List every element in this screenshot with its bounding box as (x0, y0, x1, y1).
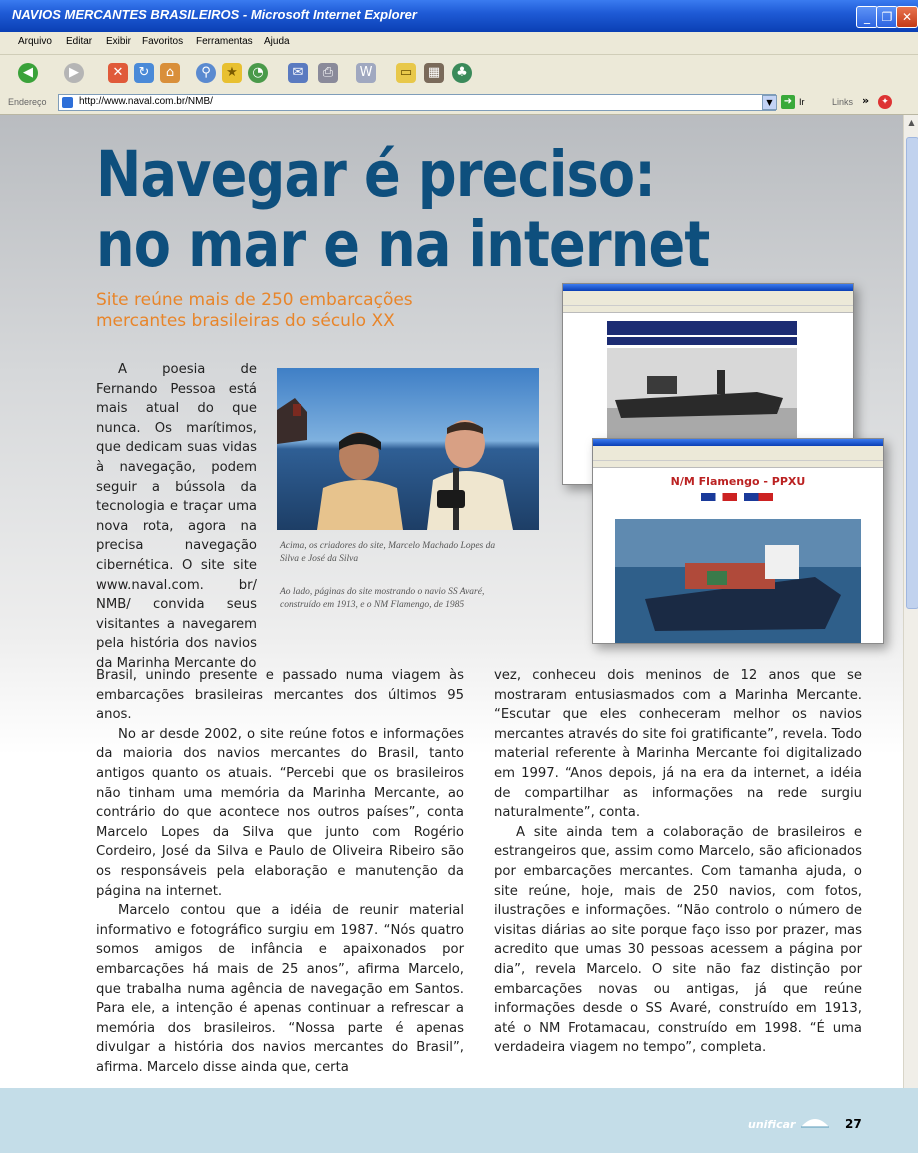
screenshot-banner (607, 321, 797, 335)
paragraph-3-continued: vez, conheceu dois meninos de 12 anos que se mostraram entusiasmados com a Marinha Mercante. “Escutar que eles conheceram melhor os navios mercantes através do site foi gratificante”, revela. Todo material referente à Marinha Mercante foi digitalizado em 1997. “Anos depois, já na era da internet, a idéia de compartilhar as informações na rede surgiu naturalmente”, conta. (494, 668, 862, 821)
address-dropdown-icon[interactable]: ▼ (762, 95, 777, 110)
address-bar (0, 91, 918, 115)
creators-photo (277, 368, 539, 530)
go-button[interactable]: Ir (799, 97, 805, 107)
page-number: 27 (845, 1117, 862, 1131)
vertical-scrollbar[interactable] (903, 115, 918, 1088)
unificar-logo-icon (800, 1114, 830, 1128)
menu-ferramentas[interactable]: Ferramentas (196, 36, 253, 47)
forward-icon[interactable]: ▶ (64, 63, 84, 83)
creators-photo-image (277, 368, 539, 530)
links-chevron[interactable]: » (862, 94, 870, 107)
window-titlebar (0, 0, 918, 32)
history-icon[interactable]: ◔ (248, 63, 268, 83)
intro-continued: Brasil, unindo presente e passado numa viagem às embarcações brasileiras mercantes dos últimos 95 anos. (96, 668, 464, 723)
print-icon[interactable]: ⎙ (318, 63, 338, 83)
article-left-column (96, 666, 464, 1077)
minimize-icon[interactable]: _ (856, 6, 878, 28)
nm-flamengo-ship-image (615, 519, 861, 643)
article-subhead: Site reúne mais de 250 embarcações mercantes brasileiras do século XX (96, 290, 413, 331)
home-icon[interactable]: ⌂ (160, 63, 180, 83)
headline-line-2: no mar e na internet (96, 208, 710, 281)
photo-caption: Acima, os criadores do site, Marcelo Machado Lopes da Silva e José da Silva (280, 541, 496, 564)
restore-icon[interactable]: ❐ (876, 6, 898, 28)
menu-editar[interactable]: Editar (66, 36, 93, 47)
toolbar (0, 55, 918, 92)
menu-favoritos[interactable]: Favoritos (142, 36, 184, 47)
menu-ajuda[interactable]: Ajuda (264, 36, 290, 47)
article-headline (96, 140, 709, 280)
search-icon[interactable]: ⚲ (196, 63, 216, 83)
scroll-thumb[interactable] (906, 137, 918, 609)
page-footer (0, 1088, 918, 1153)
refresh-icon[interactable]: ↻ (134, 63, 154, 83)
menu-exibir[interactable]: Exibir (106, 36, 132, 47)
back-icon[interactable]: ◀ (18, 63, 38, 83)
screenshots-caption: Ao lado, páginas do site mostrando o navio SS Avaré, construído em 1913, e o NM Flamengo, de 1985 (280, 587, 485, 610)
address-label: Endereço (8, 97, 47, 107)
menu-bar (0, 32, 918, 55)
intro-paragraph: A poesia de Fernando Pessoa está mais atual do que nunca. Os marítimos, que dedicam suas vidas à navegação, podem seguir a bússola da tecnologia e traçar uma nova rota, agora na precisa navegação cibernética. O site site www.naval.com. br/ NMB/ convida seus visitantes a navegarem pela história dos navios da Marinha Mercante do (96, 362, 257, 671)
links-tool-icon[interactable]: ✦ (878, 95, 892, 109)
stop-icon[interactable]: ✕ (108, 63, 128, 83)
edit-icon[interactable]: W (356, 63, 376, 83)
scroll-up-icon[interactable]: ▲ (908, 118, 915, 127)
favorites-icon[interactable]: ★ (222, 63, 242, 83)
discuss-icon[interactable]: ▭ (396, 63, 416, 83)
ie-page-icon (62, 97, 73, 108)
mail-icon[interactable]: ✉ (288, 63, 308, 83)
headline-line-1: Navegar é preciso: (96, 138, 656, 211)
address-input[interactable] (58, 94, 776, 111)
paragraph-3: Marcelo contou que a idéia de reunir material informativo e fotográfico surgiu em 1987. “Nós quatro somos amigos de infância e apaixonados por embarcações há mais de 25 anos”, afirma Marcelo, que trabalha numa agência de navegação em Santos. Para ele, a intenção é apenas continuar a refrescar a memória dos brasileiros. “Nossa parte é apenas divulgar a história dos navios mercantes do Brasil”, afirma. Marcelo disse ainda que, certa (96, 903, 464, 1075)
close-icon[interactable]: ✕ (896, 6, 918, 28)
unificar-logo-text: unificar (748, 1118, 796, 1131)
site-screenshot-nm-flamengo (592, 438, 884, 644)
article-right-column (494, 666, 862, 1058)
address-url[interactable]: http://www.naval.com.br/NMB/ (79, 96, 213, 107)
screenshot-heading: N/M Flamengo - PPXU (670, 475, 806, 488)
buddies-icon[interactable]: ♣ (452, 63, 472, 83)
links-label[interactable]: Links (832, 97, 854, 107)
menu-arquivo[interactable]: Arquivo (18, 36, 52, 47)
window-title: NAVIOS MERCANTES BRASILEIROS - Microsoft Internet Explorer (12, 7, 417, 22)
ss-avare-ship-image (607, 348, 797, 438)
signal-flags (701, 493, 773, 501)
paragraph-2: No ar desde 2002, o site reúne fotos e informações da maioria dos navios mercantes do Brasil, tanto antigos quanto os atuais. “Percebi que os brasileiros não tinham uma memória da Marinha Mercante, ao contrário do que acontece nos outros países”, conta Marcelo Lopes da Silva que junto com Rogério Cordeiro, José da Silva e Paulo de Oliveira Ribeiro são os responsáveis pela elaboração e manutenção da página na internet. (96, 726, 464, 899)
go-arrow-icon[interactable]: ➜ (781, 95, 795, 109)
messenger-icon[interactable]: ▦ (424, 63, 444, 83)
paragraph-4: A site ainda tem a colaboração de brasileiros e estrangeiros que, assim como Marcelo, são aficionados por embarcações mercantes. Com tamanha ajuda, o site reúne, hoje, mais de 250 navios, com fotos, ilustrações e informações. “Não controlo o número de visitas diárias ao site porque faço isso por prazer, mas acredito que umas 30 pessoas acessem a página por dia”, revela Marcelo. O site não faz distinção por embarcações novas ou antigas, já que reúne informações desde o SS Avaré, construído em 1913, até o NM Frotamacau, construído em 1998. “É uma verdadeira viagem no tempo”, completa. (494, 824, 862, 1056)
article-intro (96, 360, 257, 674)
